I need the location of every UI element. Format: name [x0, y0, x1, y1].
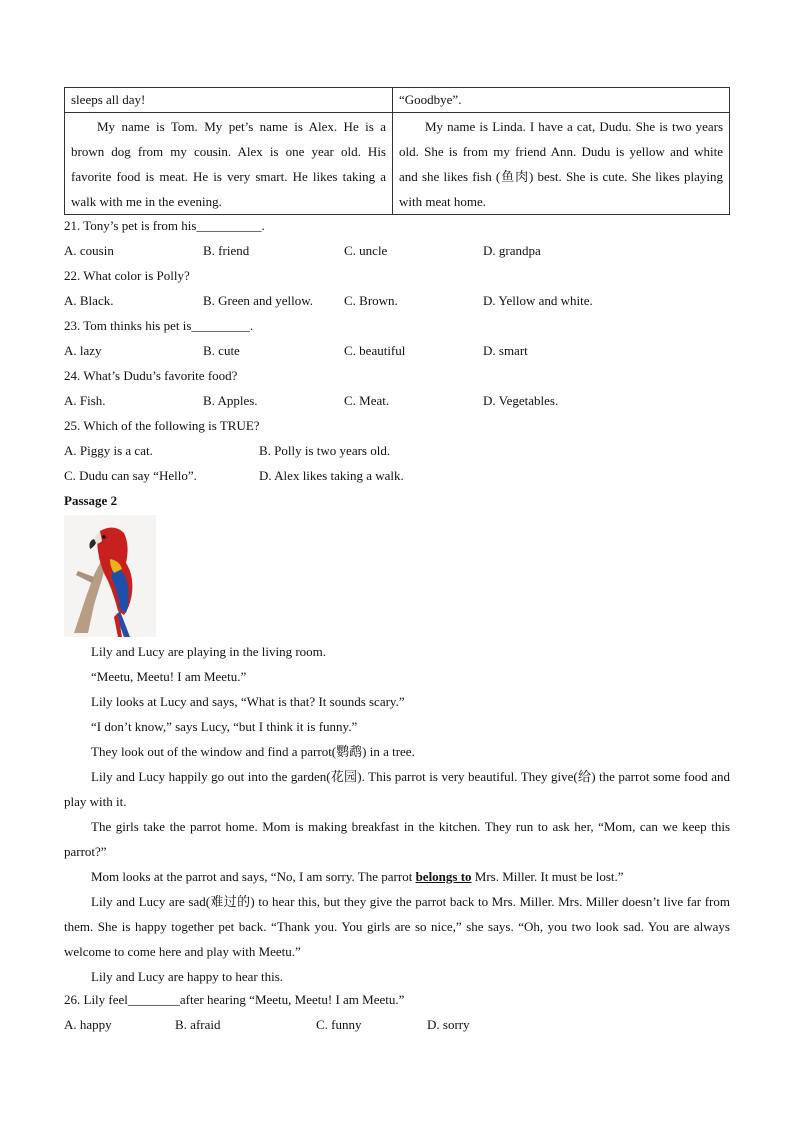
- paragraph: They look out of the window and find a parrot(鹦鹉) in a tree.: [91, 744, 415, 759]
- option-d: D. smart: [483, 343, 528, 358]
- text-run: Mrs. Miller. It must be lost.”: [471, 869, 624, 884]
- option-b: B. Apples.: [203, 393, 258, 408]
- paragraph: Lily and Lucy are playing in the living room.: [91, 644, 327, 659]
- option-d: D. Yellow and white.: [483, 293, 593, 308]
- paragraph: The girls take the parrot home. Mom is making breakfast in the kitchen. They run to ask her, “Mom, can we keep this parrot?”: [64, 819, 730, 859]
- option-d: D. sorry: [427, 1017, 470, 1032]
- option-a: A. cousin: [64, 243, 114, 258]
- paragraph: “I don’t know,” says Lucy, “but I think it is funny.”: [91, 719, 358, 734]
- paragraph: “Meetu, Meetu! I am Meetu.”: [91, 669, 247, 684]
- question-25: 25. Which of the following is TRUE?: [64, 418, 260, 433]
- table-cell: [393, 113, 730, 215]
- paragraph: Lily and Lucy are sad(难过的) to hear this, but they give the parrot back to Mrs. Miller. Mrs. Miller doesn’t live far from them. She is happy together pet back. “Thank you. You girls are so nice,” she says. “Oh, you two look sad. You are always welcome to come here and play with Meetu.”: [64, 894, 730, 959]
- option-c: C. Dudu can say “Hello”.: [64, 468, 197, 483]
- option-a: A. happy: [64, 1017, 112, 1032]
- option-d: D. grandpa: [483, 243, 541, 258]
- option-c: C. uncle: [344, 243, 388, 258]
- question-24: 24. What’s Dudu’s favorite food?: [64, 368, 238, 383]
- tom-text: My name is Tom. My pet’s name is Alex. He is a brown dog from my cousin. Alex is one year old. His favorite food is meat. He is very smart. He likes taking a walk with me in the evening.: [71, 119, 386, 209]
- table-cell: sleeps all day!: [65, 88, 393, 113]
- paragraph: Lily and Lucy are happy to hear this.: [91, 969, 284, 984]
- option-d: D. Alex likes taking a walk.: [259, 468, 404, 483]
- option-a: A. Fish.: [64, 393, 106, 408]
- table-cell: [65, 113, 393, 215]
- option-c: C. beautiful: [344, 343, 406, 358]
- option-b: B. afraid: [175, 1017, 221, 1032]
- option-b: B. friend: [203, 243, 250, 258]
- question-22: 22. What color is Polly?: [64, 268, 190, 283]
- paragraph: [64, 864, 730, 889]
- linda-text: My name is Linda. I have a cat, Dudu. She is two years old. She is from my friend Ann. Dudu is yellow and white and she likes fish (鱼肉) best. She is cute. She likes playing with meat home.: [399, 119, 723, 209]
- table-cell: “Goodbye”.: [393, 88, 730, 113]
- question-21: 21. Tony’s pet is from his__________.: [64, 218, 265, 233]
- parrot-image: [64, 515, 156, 637]
- option-b: B. cute: [203, 343, 240, 358]
- highlighted-phrase: belongs to: [415, 869, 472, 884]
- option-c: C. Meat.: [344, 393, 390, 408]
- option-b: B. Green and yellow.: [203, 293, 313, 308]
- option-a: A. lazy: [64, 343, 102, 358]
- option-c: C. Brown.: [344, 293, 398, 308]
- option-a: A. Piggy is a cat.: [64, 443, 153, 458]
- passage1-table: [64, 87, 730, 215]
- text-run: Mom looks at the parrot and says, “No, I am sorry. The parrot: [91, 869, 416, 884]
- question-23: 23. Tom thinks his pet is_________.: [64, 318, 254, 333]
- option-b: B. Polly is two years old.: [259, 443, 391, 458]
- option-d: D. Vegetables.: [483, 393, 559, 408]
- option-a: A. Black.: [64, 293, 114, 308]
- option-c: C. funny: [316, 1017, 362, 1032]
- paragraph: Lily and Lucy happily go out into the garden(花园). This parrot is very beautiful. They give(给) the parrot some food and play with it.: [64, 769, 730, 809]
- paragraph: Lily looks at Lucy and says, “What is that? It sounds scary.”: [91, 694, 405, 709]
- passage2-title: Passage 2: [64, 493, 118, 508]
- question-26: 26. Lily feel________after hearing “Meetu, Meetu! I am Meetu.”: [64, 992, 405, 1007]
